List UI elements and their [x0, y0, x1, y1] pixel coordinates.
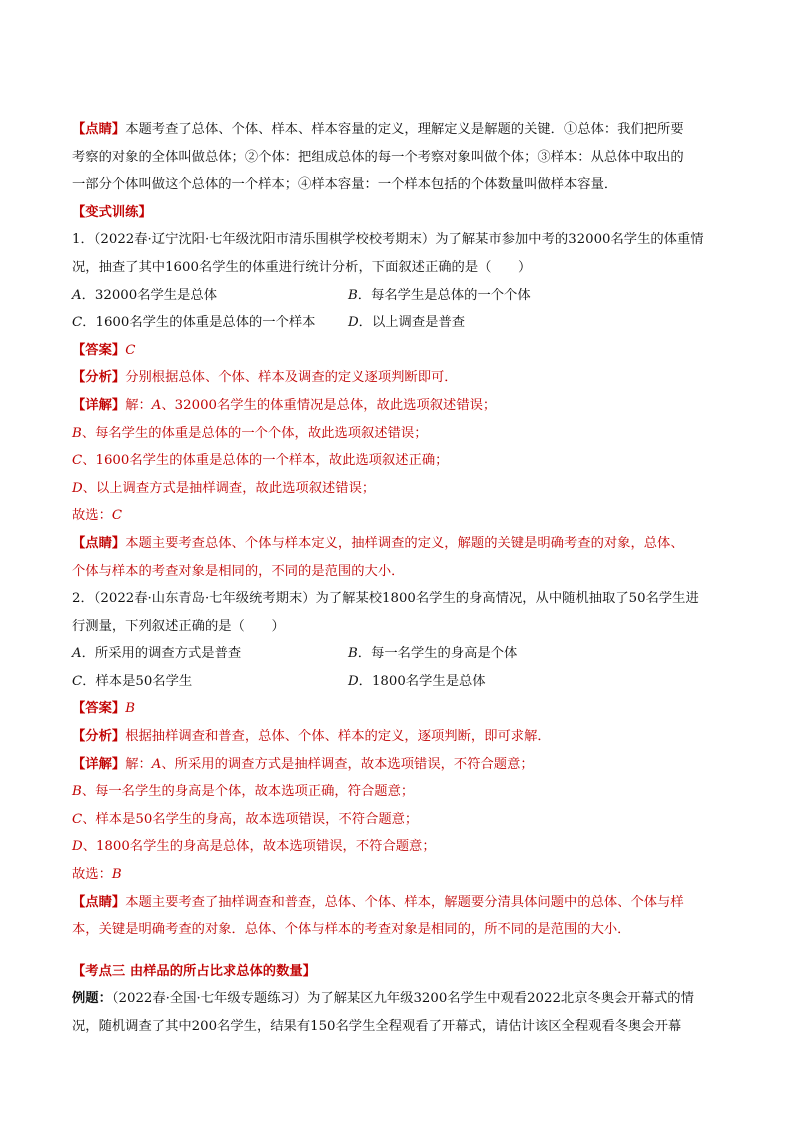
q2-point-line-1: 【点睛】本题主要考查了抽样调查和普查，总体、个体、样本，解题要分清具体问题中的总体、个体与样	[72, 894, 684, 910]
q1-option-b: B．每名学生是总体的一个个体	[348, 287, 531, 303]
q1-choose: 故选：C	[72, 508, 123, 524]
q2-detail-4: D、1800名学生的身高是总体，故本选项错误，不符合题意；	[72, 839, 436, 855]
q1-option-d: D．以上调查是普查	[348, 315, 466, 331]
point-line-2: 考察的对象的全体叫做总体；②个体：把组成总体的每一个考察对象叫做个体；③样本：从总体中取出的	[72, 149, 684, 165]
document-page	[72, 116, 722, 1041]
point-tag: 【点睛】	[72, 122, 126, 137]
q2-stem-line-2: 行测量，下列叙述正确的是（ ）	[72, 618, 285, 634]
q2-detail-2: B、每一名学生的身高是个体，故本选项正确，符合题意；	[72, 784, 415, 800]
q1-stem-line-2: 况，抽查了其中1600名学生的体重进行统计分析，下面叙述正确的是（ ）	[72, 259, 532, 275]
q1-point-line-1: 【点睛】本题主要考查总体、个体与样本定义，抽样调查的定义，解题的关键是明确考查的对象，总体、	[72, 535, 684, 551]
section-3-heading: 【考点三 由样品的所占比求总体的数量】	[72, 963, 316, 979]
q2-stem-line-1: 2．（2022春·山东青岛·七年级统考期末）为了解某校1800名学生的身高情况，从中随机抽取了50名学生进	[72, 591, 699, 607]
q1-options-row-1	[72, 282, 722, 310]
q1-detail-3: C、1600名学生的体重是总体的一个样本，故此选项叙述正确；	[72, 453, 449, 469]
q2-option-d: D．1800名学生是总体	[348, 673, 486, 689]
q1-detail-1: 【详解】解：A、32000名学生的体重情况是总体，故此选项叙述错误；	[72, 397, 497, 413]
q2-answer: 【答案】B	[72, 701, 135, 717]
q1-analysis: 【分析】分别根据总体、个体、样本及调查的定义逐项判断即可．	[72, 370, 458, 386]
example-line-1: 例题：（2022春·全国·七年级专题练习）为了解某区九年级3200名学生中观看2022北京冬奥会开幕式的情	[72, 991, 694, 1007]
q1-answer: 【答案】C	[72, 342, 136, 358]
q1-option-c: C．1600名学生的体重是总体的一个样本	[72, 315, 316, 331]
q1-options-row-2	[72, 309, 722, 337]
q2-detail-1: 【详解】解：A、所采用的调查方式是抽样调查，故本选项错误，不符合题意；	[72, 756, 534, 772]
variant-heading: 【变式训练】	[72, 204, 152, 220]
q2-option-c: C．样本是50名学生	[72, 673, 193, 689]
q2-analysis: 【分析】根据抽样调查和普查，总体、个体、样本的定义，逐项判断，即可求解．	[72, 729, 551, 745]
point-line-3: 一部分个体叫做这个总体的一个样本；④样本容量：一个样本包括的个体数量叫做样本容量．	[72, 177, 618, 193]
q2-options-row-1	[72, 640, 722, 668]
point-text: 本题考查了总体、个体、样本、样本容量的定义，理解定义是解题的关键．①总体：我们把所要	[125, 122, 684, 137]
q2-option-b: B．每一名学生的身高是个体	[348, 646, 518, 662]
q1-stem-line-1: 1．（2022春·辽宁沈阳·七年级沈阳市清乐围棋学校校考期末）为了解某市参加中考的32000名学生的体重情	[72, 232, 704, 248]
q2-options-row-2	[72, 668, 722, 696]
example-line-2: 况，随机调查了其中200名学生，结果有150名学生全程观看了开幕式，请估计该区全程观看冬奥会开幕	[72, 1019, 682, 1034]
point-line-1	[72, 116, 722, 144]
q2-option-a: A．所采用的调查方式是普查	[72, 646, 242, 662]
q2-choose: 故选：B	[72, 867, 122, 883]
q2-point-line-2: 本，关键是明确考查的对象．总体、个体与样本的考查对象是相同的，所不同的是范围的大小．	[72, 922, 631, 938]
q2-detail-3: C、样本是50名学生的身高，故本选项错误，不符合题意；	[72, 811, 419, 827]
q1-option-a: A．32000名学生是总体	[72, 287, 217, 303]
q1-detail-4: D、以上调查方式是抽样调查，故此选项叙述错误；	[72, 480, 376, 496]
q1-detail-2: B、每名学生的体重是总体的一个个体，故此选项叙述错误；	[72, 425, 428, 441]
q1-point-line-2: 个体与样本的考查对象是相同的，不同的是范围的大小．	[72, 563, 405, 579]
